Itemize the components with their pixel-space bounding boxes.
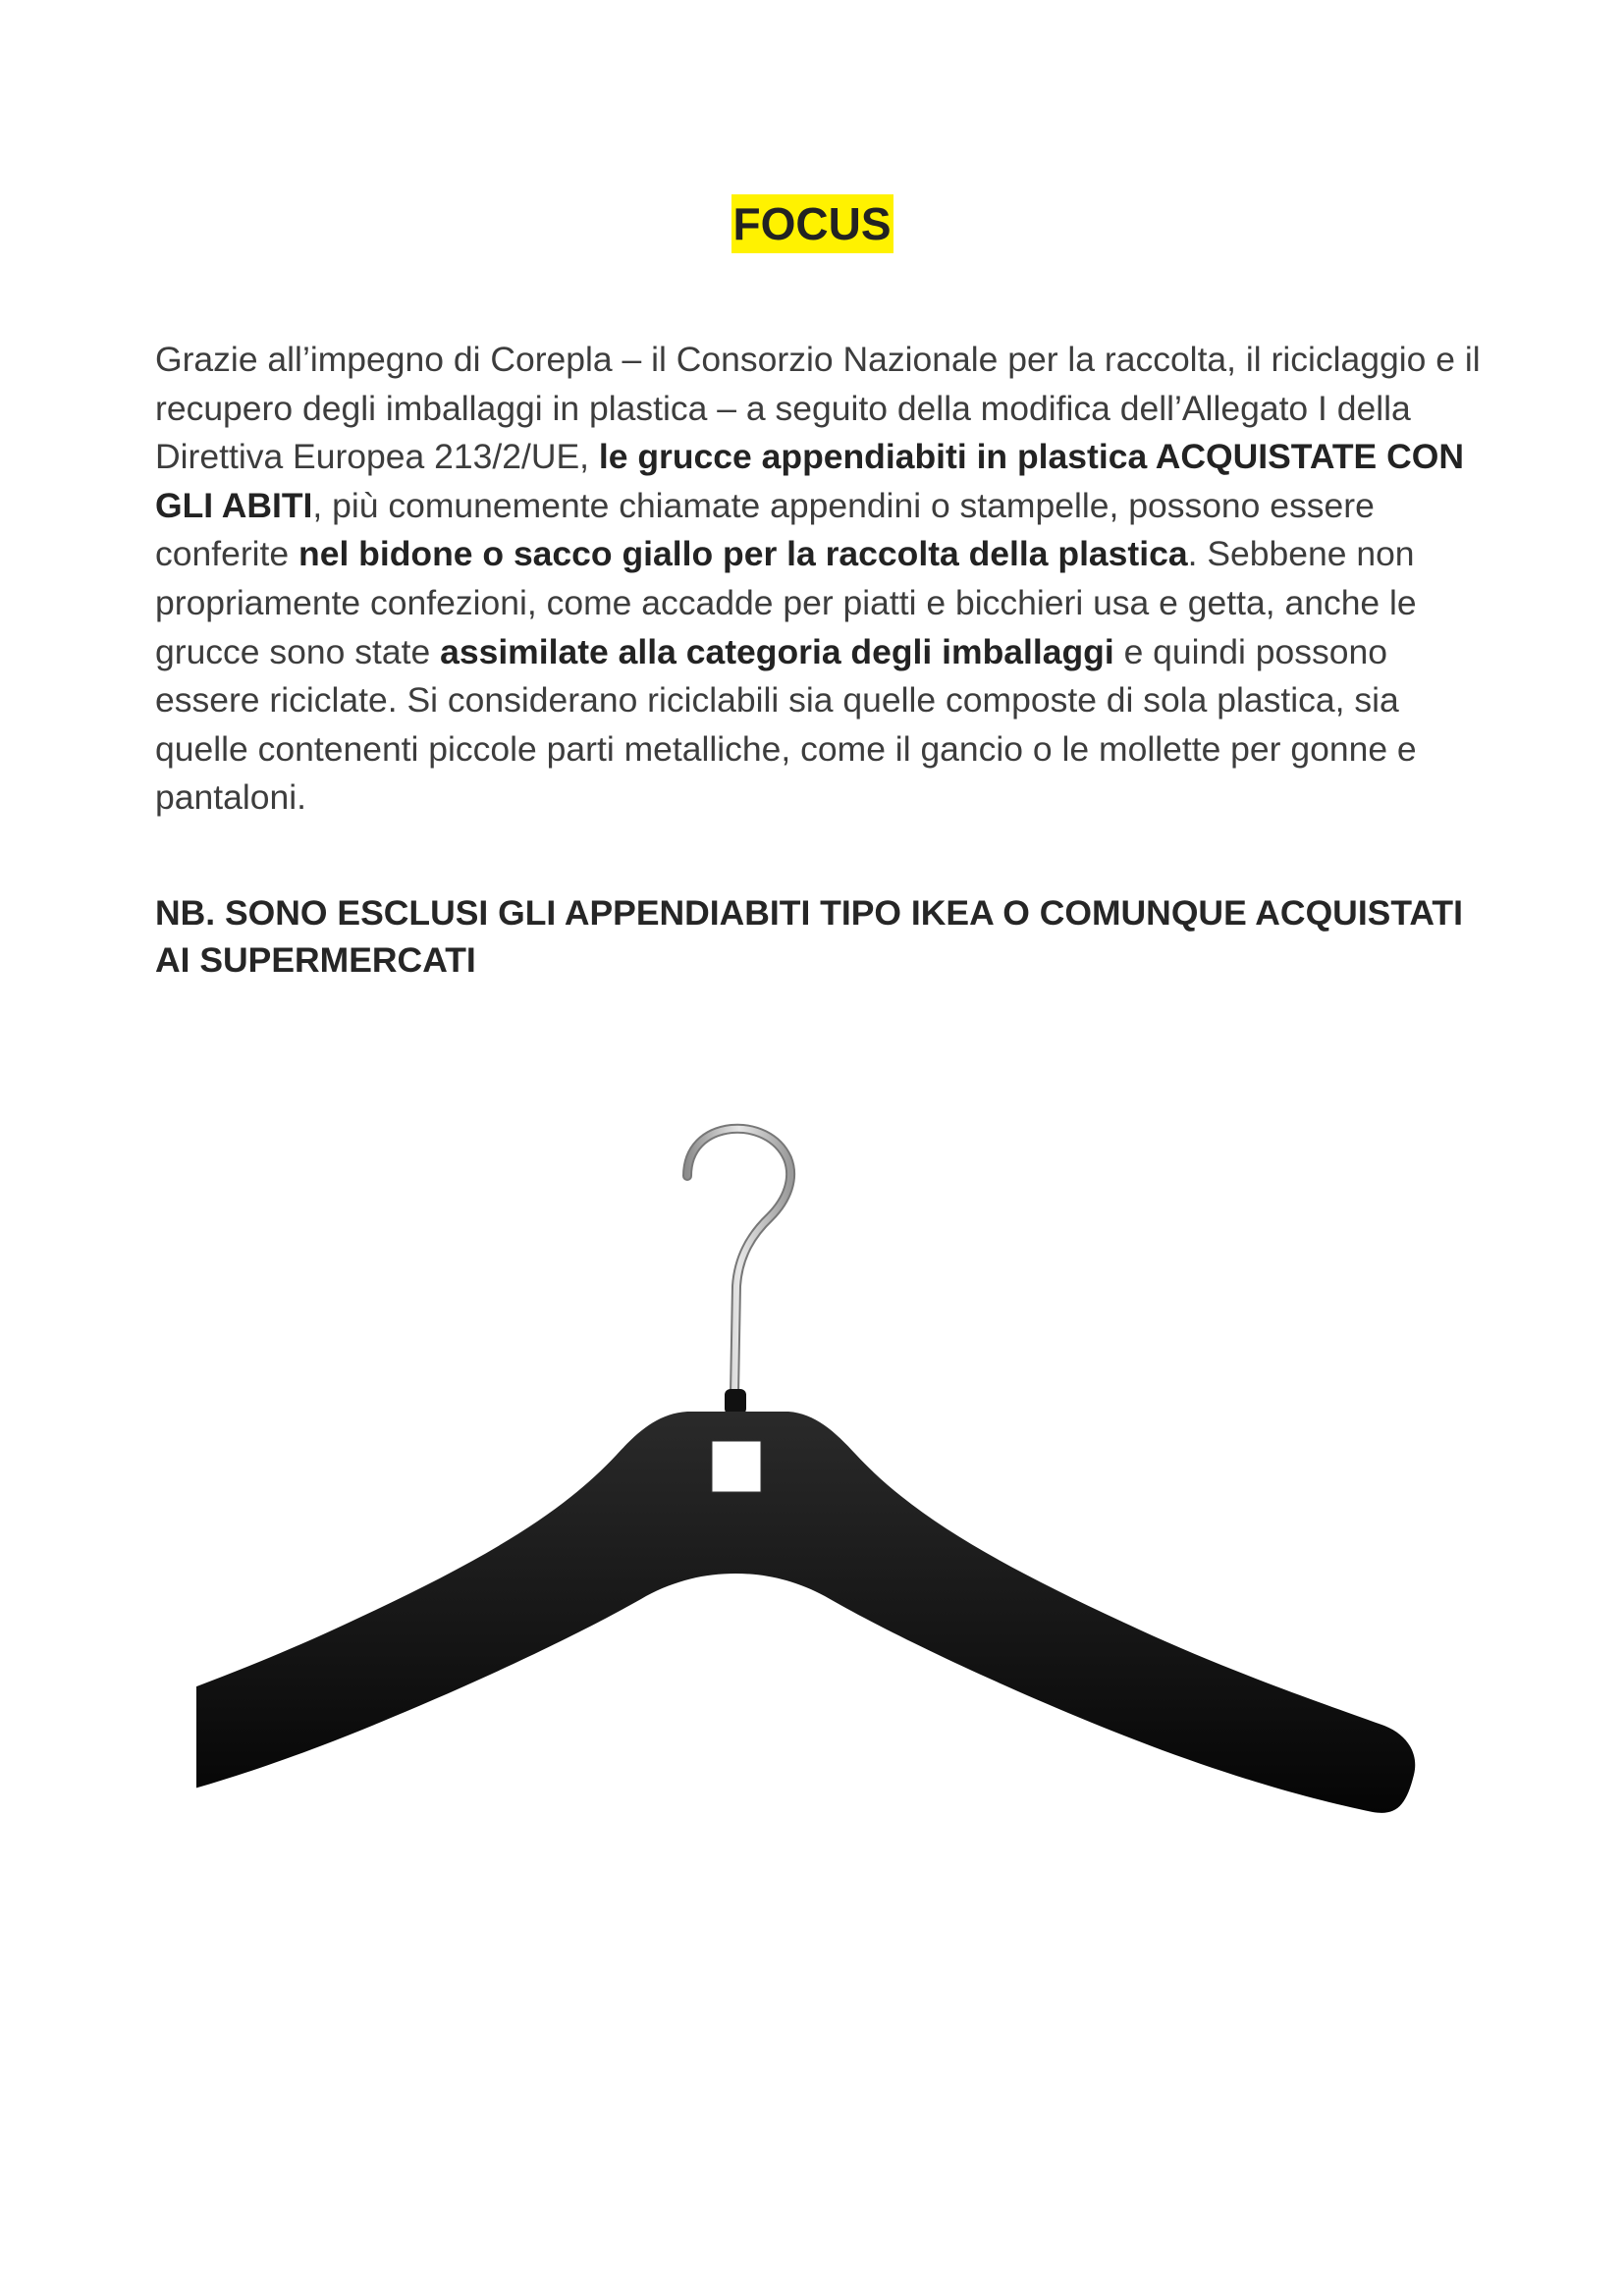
paragraph-segment: . Sebbene non propriamente confezioni, come accadde per piatti e bicchieri usa e getta, anche le grucce sono state [155,534,1417,671]
clothes-hanger-icon [196,1119,1473,1944]
body-paragraph [155,336,1490,823]
hanger-neck [725,1389,746,1415]
paragraph-segment-bold: assimilate alla categoria degli imballaggi [440,631,1114,671]
title-wrap [0,194,1624,253]
paragraph-segment-bold: nel bidone o sacco giallo per la raccolta della plastica [298,534,1188,574]
paragraph-segment: Grazie all’impegno di Corepla – il Consorzio Nazionale per la raccolta, il riciclaggio e il recupero degli imballaggi in plastica – a seguito della modifica dell’Allegato I della Direttiva Europea 213/2/UE, [155,340,1481,477]
hanger-label-square [712,1441,761,1492]
exclusion-note: NB. SONO ESCLUSI GLI APPENDIABITI TIPO IKEA O COMUNQUE ACQUISTATI AI SUPERMERCATI [155,893,1463,980]
hanger-body [196,1412,1415,1813]
page-title: FOCUS [731,194,893,253]
paragraph-segment: e quindi possono essere riciclate. Si considerano riciclabili sia quelle composte di sola plastica, sia quelle contenenti piccole parti metalliche, come il gancio o le mollette per gonne e pantaloni. [155,631,1417,818]
paragraph-segment-bold: le grucce appendiabiti in plastica ACQUISTATE CON GLI ABITI [155,437,1464,525]
paragraph-segment: , più comunemente chiamate appendini o stampelle, possono essere conferite [155,485,1375,574]
